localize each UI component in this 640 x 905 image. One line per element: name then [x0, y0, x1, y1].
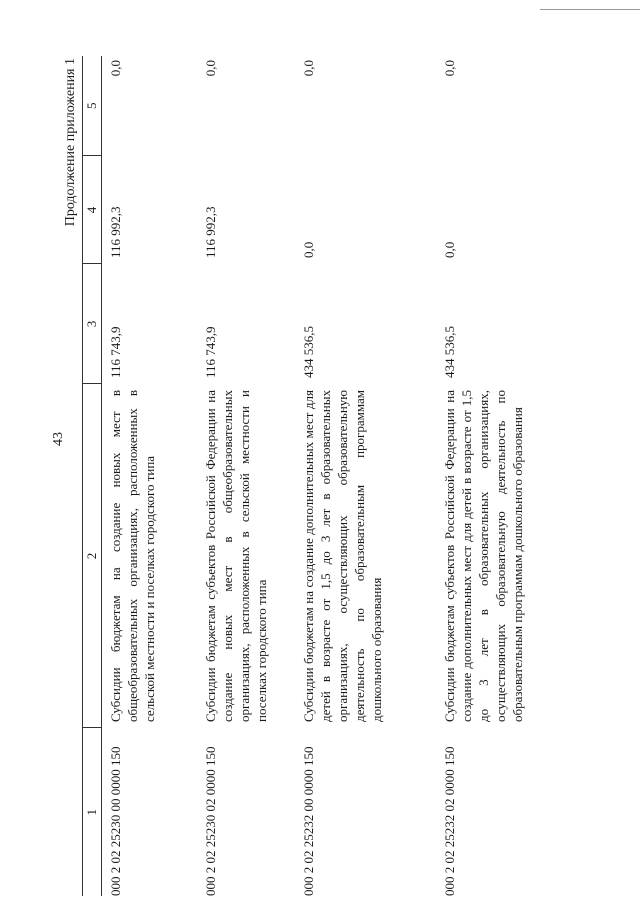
table-row	[197, 56, 295, 896]
row-col4-value: 0,0	[442, 241, 457, 258]
row-name: Субсидии бюджетам на создание дополнительных мест для детей в возрасте от 1,5 до 3 лет в образовательных организациях, осуществляющих образовательную деятельность по образовательным программам дошкольного образования	[301, 390, 384, 722]
row-name: Субсидии бюджетам субъектов Российской Федерации на создание дополнительных мест для детей в возрасте от 1,5 до 3 лет в образовательных организациях, осуществляющих образовательную деятельность по образовательным программам дошкольного образования	[442, 390, 525, 722]
row-col5-value: 0,0	[301, 60, 316, 77]
column-header-5: 5	[83, 56, 102, 156]
row-col5-value: 0,0	[108, 60, 123, 77]
column-header-3: 3	[83, 264, 102, 384]
row-col4-value: 0,0	[301, 241, 316, 258]
rotated-page-content	[60, 56, 525, 896]
row-code: 000 2 02 25232 02 0000 150	[442, 746, 457, 896]
page-heading: Продолжение приложения 1	[63, 58, 78, 227]
table-row	[436, 56, 539, 896]
table-row	[295, 56, 436, 896]
column-header-2: 2	[83, 384, 102, 728]
row-name: Субсидии бюджетам на создание новых мест в общеобразовательных организациях, расположенных в сельской местности и поселках городского типа	[108, 390, 157, 722]
row-col3-value: 116 743,9	[203, 326, 218, 378]
header-row	[83, 56, 102, 896]
row-name: Субсидии бюджетам субъектов Российской Федерации на создание новых мест в общеобразовательных организациях, расположенных в сельской местности и поселках городского типа	[203, 390, 269, 722]
column-header-4: 4	[83, 156, 102, 264]
table-row	[102, 56, 198, 896]
row-col5-value: 0,0	[203, 60, 218, 77]
column-header-1: 1	[83, 728, 102, 896]
row-col4-value: 116 992,3	[203, 206, 218, 258]
row-col4-value: 116 992,3	[108, 206, 123, 258]
row-code: 000 2 02 25230 00 0000 150	[108, 746, 123, 896]
row-col3-value: 434 536,5	[301, 326, 316, 378]
row-col3-value: 116 743,9	[108, 326, 123, 378]
page-number: 43	[51, 432, 66, 446]
budget-table	[82, 56, 539, 896]
row-col5-value: 0,0	[442, 60, 457, 77]
row-col3-value: 434 536,5	[442, 326, 457, 378]
top-rule	[540, 9, 640, 10]
row-code: 000 2 02 25232 00 0000 150	[301, 746, 316, 896]
row-code: 000 2 02 25230 02 0000 150	[203, 746, 218, 896]
